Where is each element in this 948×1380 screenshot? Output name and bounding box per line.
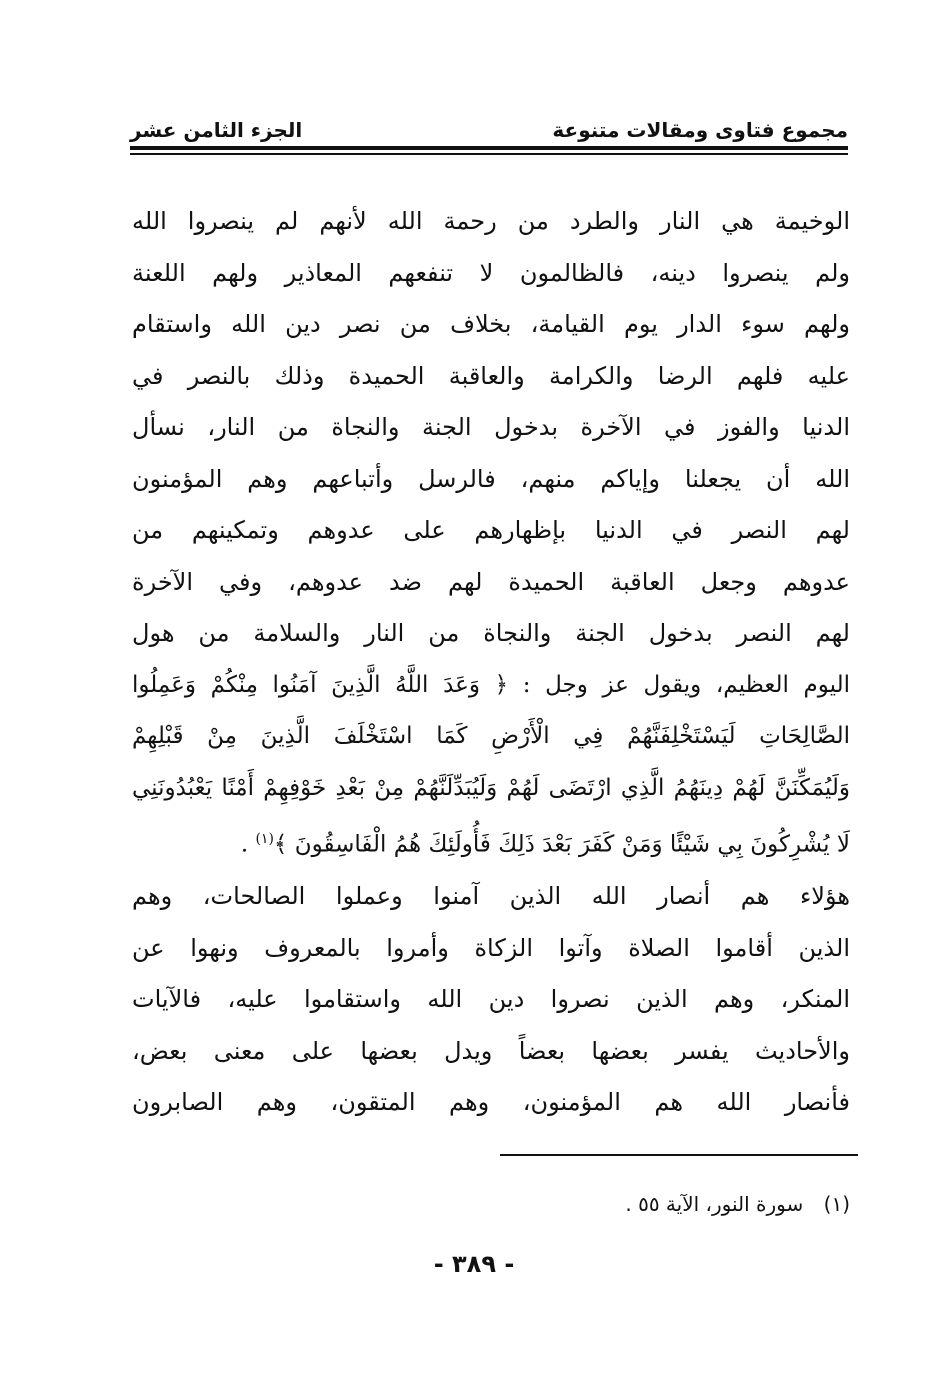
- header-rule-thick: [130, 146, 848, 150]
- quran-verse-line: الصَّالِحَاتِ لَيَسْتَخْلِفَنَّهُمْ فِي الْأَرْضِ كَمَا اسْتَخْلَفَ الَّذِينَ مِنْ قَبْلِهِمْ: [132, 723, 850, 749]
- quran-verse-line: اليوم العظيم، ويقول عز وجل : ﴿ وَعَدَ اللَّهُ الَّذِينَ آمَنُوا مِنْكُمْ وَعَمِلُوا: [132, 671, 850, 698]
- footnote-separator: [500, 1154, 858, 1156]
- footnote: [132, 1192, 850, 1216]
- verse-end-period: .: [240, 831, 256, 858]
- text-line: عليه فلهم الرضا والكرامة والعاقبة الحميدة وذلك بالنصر في: [132, 361, 850, 390]
- text-line: عدوهم وجعل العاقبة الحميدة لهم ضد عدوهم، وفي الآخرة: [132, 567, 850, 596]
- text-line: الدنيا والفوز في الآخرة بدخول الجنة والنجاة من النار، نسأل: [132, 413, 850, 441]
- running-header: [130, 112, 848, 148]
- page-number: - ٣٨٩ -: [433, 1250, 515, 1278]
- text-line: الوخيمة هي النار والطرد من رحمة الله لأنهم لم ينصروا الله: [132, 207, 850, 235]
- footnote-text: سورة النور، الآية ٥٥ .: [625, 1192, 804, 1216]
- body-text: [132, 196, 850, 1129]
- text-line: والأحاديث يفسر بعضها بعضاً ويدل بعضها على معنى بعض،: [132, 1036, 850, 1065]
- footnote-number: (١): [823, 1192, 850, 1216]
- quran-verse-line-end: [132, 814, 850, 871]
- text-line: المنكر، وهم الذين نصروا دين الله واستقاموا عليه، فالآيات: [132, 985, 850, 1014]
- text-line: ولهم سوء الدار يوم القيامة، بخلاف من نصر دين الله واستقام: [132, 310, 850, 338]
- header-rule-thin: [130, 153, 848, 155]
- text-line: لهم النصر في الدنيا بإظهارهم على عدوهم وتمكينهم من: [132, 516, 850, 544]
- volume-label: الجزء الثامن عشر: [130, 118, 303, 142]
- footnote-reference: (١): [255, 831, 274, 847]
- text-line: ولم ينصروا دينه، فالظالمون لا تنفعهم المعاذير ولهم اللعنة: [132, 258, 850, 287]
- text-line: لهم النصر بدخول الجنة والنجاة من النار والسلامة من هول: [132, 619, 850, 647]
- text-line: فأنصار الله هم المؤمنون، وهم المتقون، وهم الصابرون: [132, 1088, 850, 1117]
- text-line: الله أن يجعلنا وإياكم منهم، فالرسل وأتباعهم وهم المؤمنون: [132, 464, 850, 493]
- book-title: مجموع فتاوى ومقالات متنوعة: [552, 118, 848, 142]
- text-line: الذين أقاموا الصلاة وآتوا الزكاة وأمروا بالمعروف ونهوا عن: [132, 933, 850, 962]
- text-line: هؤلاء هم أنصار الله الذين آمنوا وعملوا الصالحات، وهم: [132, 882, 850, 911]
- quran-verse-line: وَلَيُمَكِّنَنَّ لَهُمْ دِينَهُمُ الَّذِي ارْتَضَى لَهُمْ وَلَيُبَدِّلَنَّهُمْ مِنْ بَعْدِ خَوْفِهِمْ أَمْنًا يَعْبُدُونَنِي: [132, 774, 850, 801]
- quran-verse-text: لَا يُشْرِكُونَ بِي شَيْئًا وَمَنْ كَفَرَ بَعْدَ ذَلِكَ فَأُولَئِكَ هُمُ الْفَاسِقُونَ ﴾: [273, 831, 850, 858]
